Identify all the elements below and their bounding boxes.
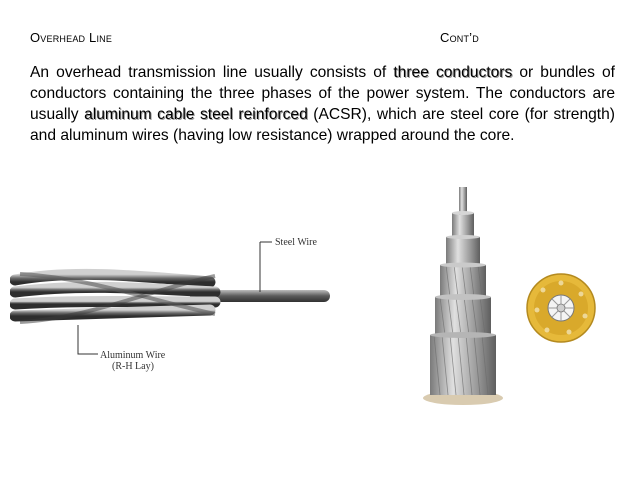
lay-direction-label: (R-H Lay) (112, 361, 154, 372)
body-paragraph (30, 62, 615, 146)
steel-core-tip (459, 187, 467, 215)
highlight-acsr: aluminum cable steel reinforced (84, 106, 308, 123)
slide-continued-label: Cont’d (440, 30, 479, 45)
slide-title: Overhead Line (30, 30, 113, 45)
aluminum-wire-label: Aluminum Wire (100, 350, 166, 361)
acsr-cutaway-illustration (418, 185, 508, 410)
paragraph-text-1: An overhead transmission line usually consists of (30, 64, 394, 81)
aluminum-strands (15, 274, 215, 322)
stranded-cable-illustration (10, 230, 340, 380)
acsr-cross-section-illustration (525, 272, 597, 344)
steel-wire-label: Steel Wire (275, 237, 317, 248)
highlight-three-conductors: three conductors (393, 64, 513, 81)
paragraph-text-2: or bundles of conductors containing the three phases of the power system. The conductors are usually (30, 64, 615, 123)
paragraph-text-3: (ACSR), which are steel core (for strength) and aluminum wires (having low resistance) wrapped around the core. (30, 106, 616, 144)
aluminum-wire-callout-line (78, 325, 98, 354)
